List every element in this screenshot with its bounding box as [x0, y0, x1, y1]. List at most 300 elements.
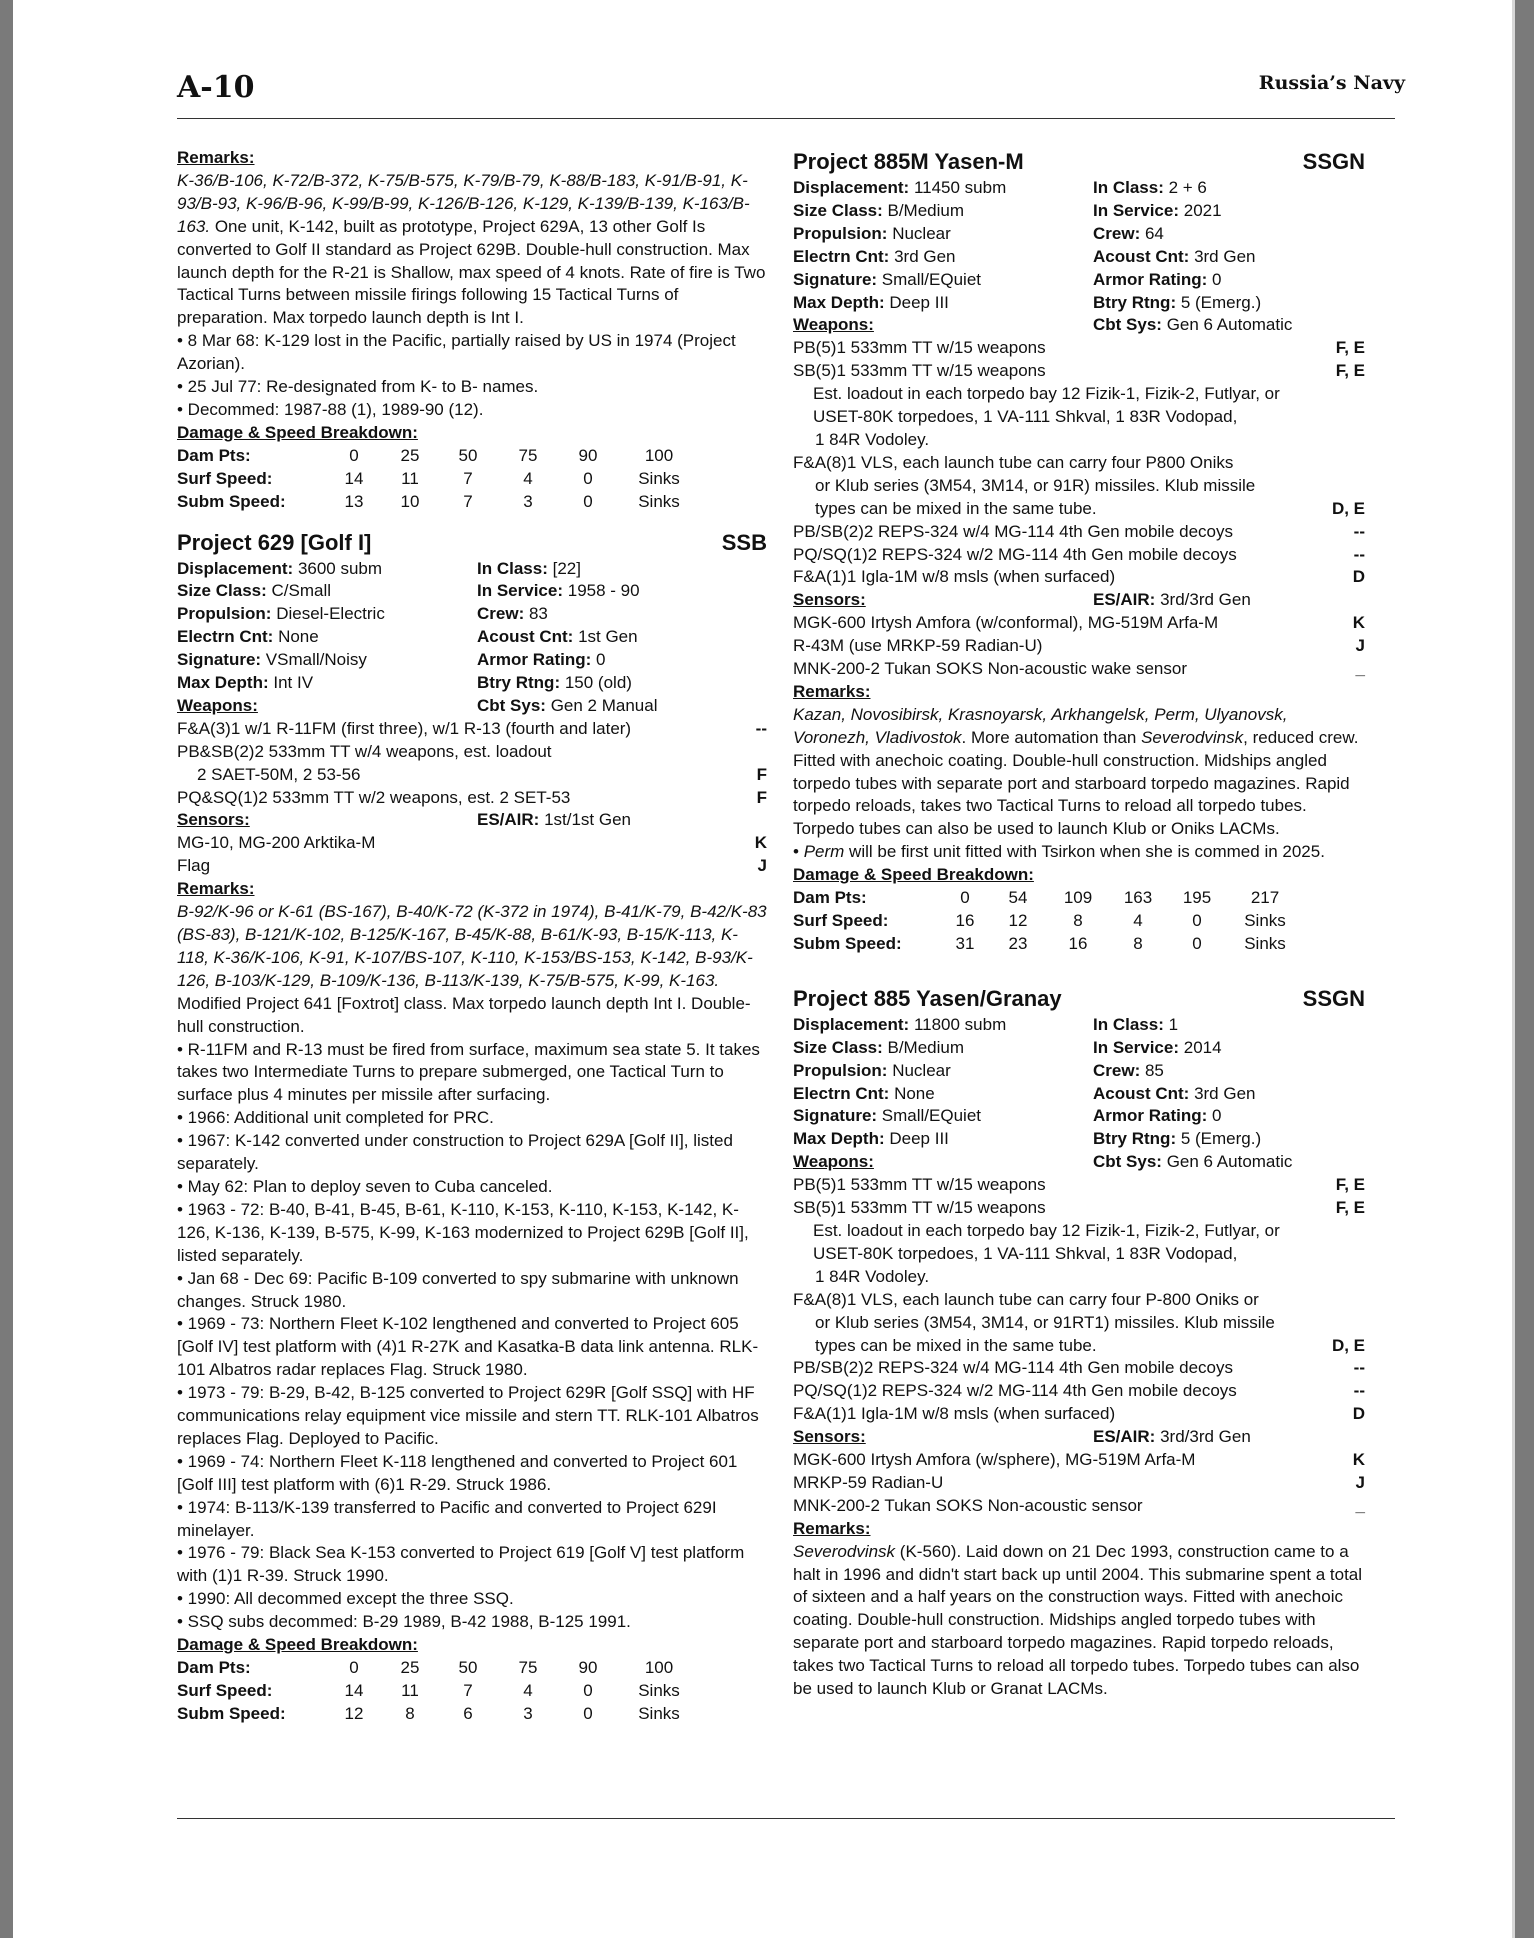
stat-row	[177, 626, 767, 649]
stat-value: 1st Gen	[578, 627, 638, 647]
stat-value: None	[278, 627, 319, 647]
weapon-text: SB(5)1 533mm TT w/15 weapons	[793, 1198, 1046, 1218]
damage-table	[177, 445, 767, 514]
sensor-text: Flag	[177, 856, 211, 876]
weapon-row	[793, 1380, 1365, 1403]
stat-value: 0	[1212, 269, 1222, 289]
weapons-list	[793, 1174, 1365, 1426]
damage-value: 75	[518, 445, 538, 465]
stat-label: Crew:	[1093, 1060, 1141, 1080]
damage-value: 90	[578, 1658, 598, 1677]
sensor-code: _	[1355, 659, 1365, 679]
stat-label: Signature:	[793, 1106, 878, 1126]
remarks-bullet: • 1969 - 74: Northern Fleet K-118 lengthened and converted to Project 601 [Golf III] test platform with (6)1 R-29. Struck 1986.	[177, 1451, 738, 1494]
weapon-row	[793, 337, 1365, 360]
weapon-text: PB(5)1 533mm TT w/15 weapons	[793, 338, 1046, 358]
document-page	[13, 0, 1515, 1938]
weapon-code	[1305, 1312, 1365, 1335]
damage-row-label: Dam Pts:	[793, 888, 867, 908]
class-title: Project 629 [Golf I] SSB	[177, 528, 767, 558]
stat-value: 11800 subm	[913, 1014, 1007, 1034]
stat-left	[177, 649, 477, 672]
weapon-code	[1305, 475, 1365, 498]
weapon-code: D, E	[1331, 498, 1365, 518]
weapon-row	[793, 1312, 1365, 1335]
stat-right	[1093, 1083, 1365, 1106]
weapon-row	[793, 1357, 1365, 1380]
stat-label: Size Class:	[177, 581, 267, 601]
weapon-row	[793, 1174, 1365, 1197]
remarks-bullet: • 1974: B-113/K-139 transferred to Pacific and converted to Project 629I minelayer.	[177, 1497, 717, 1540]
damage-row	[177, 1680, 767, 1703]
stats-block	[177, 558, 767, 695]
stat-value: 5 (Emerg.)	[1180, 292, 1262, 312]
sensor-text: R-43M (use MRKP-59 Radian-U)	[793, 636, 1043, 656]
sensor-code: K	[754, 833, 767, 853]
damage-value: 4	[1133, 911, 1143, 930]
sensor-code: K	[1352, 1450, 1365, 1470]
sensor-row	[177, 832, 767, 855]
stat-value: 64	[1144, 223, 1164, 243]
weapon-text: Est. loadout in each torpedo bay 12 Fizik-1, Fizik-2, Futlyar, or	[813, 384, 1280, 404]
sensor-code: _	[1355, 1495, 1365, 1515]
damage-value: 8	[405, 1703, 415, 1723]
stat-row	[177, 580, 767, 603]
stat-label: In Service:	[477, 581, 563, 601]
sensor-row	[177, 855, 767, 878]
stat-row	[793, 269, 1365, 292]
stat-left	[793, 223, 1093, 246]
stat-value: Diesel-Electric	[276, 604, 385, 624]
damage-value: 3	[523, 1703, 533, 1723]
stats-block	[793, 1014, 1365, 1151]
damage-value: 7	[463, 1680, 473, 1700]
damage-row	[793, 933, 1365, 956]
weapon-code: --	[1353, 1381, 1365, 1401]
damage-value: 109	[1063, 888, 1093, 908]
stat-right	[477, 649, 767, 672]
stat-value: 5 (Emerg.)	[1180, 1129, 1262, 1149]
damage-value: 0	[960, 888, 970, 908]
damage-value: 4	[523, 1680, 533, 1700]
damage-value: 6	[463, 1703, 473, 1723]
sensor-text: MNK-200-2 Tukan SOKS Non-acoustic wake sensor	[793, 659, 1188, 679]
stat-right	[477, 603, 767, 626]
stat-label: Signature:	[793, 269, 878, 289]
stat-value: 2014	[1183, 1037, 1222, 1057]
damage-value: Sinks	[638, 1703, 680, 1723]
stat-label: In Class:	[477, 558, 548, 578]
damage-row	[177, 468, 767, 491]
remarks-bullet: • 1976 - 79: Black Sea K-153 converted to Project 619 [Golf V] test platform with (1)1 R-39. Struck 1990.	[177, 1543, 745, 1586]
damage-value: 195	[1182, 888, 1212, 908]
stat-value: None	[894, 1083, 935, 1103]
weapons-header: Weapons: Cbt Sys: Gen 6 Automatic	[793, 1152, 1293, 1172]
stat-right	[1093, 200, 1365, 223]
damage-row	[793, 887, 1365, 910]
unit-list: K-36/B-106, K-72/B-372, K-75/B-575, K-79/B-79, K-88/B-183, K-91/B-91, K-93/B-93, K-96/B-96, K-99/B-99, K-126/B-126, K-129, K-139/B-139, K-163/B-163.	[177, 170, 750, 236]
damage-row-label: Dam Pts:	[177, 445, 251, 465]
stat-value: 3600 subm	[297, 558, 383, 578]
stat-left	[793, 200, 1093, 223]
damage-value: 100	[644, 445, 674, 465]
damage-value: 11	[401, 468, 419, 488]
stat-label: Electrn Cnt:	[793, 246, 890, 266]
weapon-code: F, E	[1335, 361, 1365, 381]
stat-label: In Class:	[1093, 178, 1164, 197]
weapon-code: F	[756, 764, 767, 784]
weapon-row	[793, 1266, 1365, 1289]
sensor-row	[793, 658, 1365, 681]
damage-heading: Damage & Speed Breakdown:	[177, 422, 418, 442]
weapon-text: PB&SB(2)2 533mm TT w/4 weapons, est. loadout	[177, 741, 552, 761]
weapon-code: F, E	[1335, 338, 1365, 358]
sensor-code: J	[1355, 1472, 1365, 1492]
weapon-row	[177, 764, 767, 787]
damage-table	[177, 1657, 767, 1726]
damage-value: 12	[1008, 911, 1028, 930]
remarks-bullet: • May 62: Plan to deploy seven to Cuba canceled.	[177, 1176, 553, 1196]
stat-value: B/Medium	[887, 200, 965, 220]
stat-label: Acoust Cnt:	[477, 627, 574, 647]
weapon-row	[793, 566, 1365, 589]
damage-row	[177, 1703, 767, 1726]
stat-value: Small/EQuiet	[881, 1106, 981, 1126]
stat-label: Crew:	[477, 604, 525, 624]
weapon-row	[177, 787, 767, 810]
stat-row	[793, 177, 1365, 200]
sensor-code: J	[757, 856, 767, 876]
stat-value: Nuclear	[892, 223, 951, 243]
stat-right	[477, 580, 767, 603]
weapon-code	[1305, 1220, 1365, 1243]
damage-value: 13	[344, 491, 364, 511]
stat-label: Armor Rating:	[1093, 1106, 1208, 1126]
sensor-row	[793, 1449, 1365, 1472]
damage-value: Sinks	[638, 1680, 680, 1700]
weapon-code: --	[755, 718, 767, 738]
stat-label: Size Class:	[793, 1037, 883, 1057]
weapons-header: Weapons: Cbt Sys: Gen 6 Automatic	[793, 315, 1293, 335]
stat-value: 1	[1168, 1014, 1179, 1034]
stat-value: Int IV	[273, 673, 314, 693]
stat-left	[793, 246, 1093, 269]
remarks-bullet: • 25 Jul 77: Re-designated from K- to B- names.	[177, 377, 539, 397]
weapon-text: F&A(8)1 VLS, each launch tube can carry four P800 Oniks	[793, 452, 1234, 472]
remarks-bullet: • 1973 - 79: B-29, B-42, B-125 converted to Project 629R [Golf SSQ] with HF communications relay equipment vice missile and stern TT. RLK-101 Albatros replaces Flag. Deployed to Pacific.	[177, 1383, 759, 1448]
weapon-text: SB(5)1 533mm TT w/15 weapons	[793, 361, 1046, 381]
weapons-list	[177, 718, 767, 810]
remarks-body: One unit, K-142, built as prototype, Project 629A, 13 other Golf Is converted to Golf II standard as Project 629B. Double-hull construction. Max launch depth for the R-21 is Shallow, max speed of 4 knots. Rate of fire is Two Tactical Turns between missile firings following 15 Tactical Turns of preparation. Max torpedo launch depth is Int I.	[177, 216, 766, 328]
damage-value: 12	[344, 1703, 364, 1723]
damage-row-label: Surf Speed:	[177, 1680, 273, 1700]
stat-row	[177, 603, 767, 626]
stat-label: Crew:	[1093, 223, 1141, 243]
damage-row-label: Surf Speed:	[177, 468, 273, 488]
weapon-text: 2 SAET-50M, 2 53-56	[197, 764, 361, 784]
weapon-code	[1305, 1243, 1365, 1266]
stat-left	[793, 177, 1093, 200]
damage-value: 0	[1192, 933, 1202, 953]
stat-right	[477, 626, 767, 649]
class-type: SSGN	[1302, 985, 1365, 1011]
sensors-header: Sensors: ES/AIR: 3rd/3rd Gen	[793, 590, 1251, 610]
weapon-code: F	[756, 787, 767, 807]
weapon-text: Est. loadout in each torpedo bay 12 Fizik-1, Fizik-2, Futlyar, or	[813, 1220, 1280, 1240]
stat-value: 11450 subm	[913, 178, 1007, 197]
damage-table	[793, 887, 1365, 956]
stat-value: Small/EQuiet	[881, 269, 981, 289]
stat-label: Electrn Cnt:	[177, 627, 274, 647]
damage-value: 31	[955, 933, 975, 953]
stat-value: 0	[1212, 1106, 1222, 1126]
damage-value: 14	[344, 468, 364, 488]
class-title: Project 885 Yasen/Granay SSGN	[793, 984, 1365, 1014]
running-title: Russia’s Navy	[1258, 72, 1405, 94]
weapon-text: or Klub series (3M54, 3M14, or 91R) missiles. Klub missile	[815, 475, 1256, 495]
remarks-heading: Remarks:	[177, 879, 255, 899]
weapon-row	[793, 1335, 1365, 1358]
stat-right	[1093, 1060, 1365, 1083]
damage-row	[793, 910, 1365, 933]
sensor-row	[793, 635, 1365, 658]
weapon-code: F, E	[1335, 1198, 1365, 1218]
footer-rule	[177, 1818, 1395, 1819]
stat-value: 85	[1144, 1060, 1164, 1080]
sensors-list	[177, 832, 767, 878]
stat-left	[177, 672, 477, 695]
stat-row	[793, 200, 1365, 223]
stat-label: Btry Rtng:	[477, 673, 561, 693]
class-type: SSGN	[1302, 149, 1365, 174]
damage-value: 8	[1073, 911, 1083, 930]
weapon-text: USET-80K torpedoes, 1 VA-111 Shkval, 1 83R Vodopad,	[813, 1243, 1238, 1263]
sensor-code: J	[1355, 636, 1365, 656]
stat-right	[1093, 246, 1365, 269]
weapon-code	[1305, 1266, 1365, 1289]
damage-row-label: Subm Speed:	[177, 1703, 286, 1723]
weapon-code: --	[1353, 544, 1365, 564]
stat-value: 2021	[1183, 200, 1222, 220]
page-edge	[1512, 0, 1515, 1938]
damage-row-label: Surf Speed:	[793, 911, 889, 930]
stat-value: C/Small	[271, 581, 332, 601]
damage-heading: Damage & Speed Breakdown:	[793, 865, 1034, 885]
stat-value: 150 (old)	[564, 673, 632, 693]
stat-right	[1093, 177, 1365, 200]
stat-row	[177, 558, 767, 581]
stat-left	[793, 1014, 1093, 1037]
sensor-text: MGK-600 Irtysh Amfora (w/conformal), MG-519M Arfa-M	[793, 613, 1219, 633]
weapon-text: USET-80K torpedoes, 1 VA-111 Shkval, 1 83R Vodopad,	[813, 407, 1238, 427]
sensor-text: MG-10, MG-200 Arktika-M	[177, 833, 376, 853]
stat-value: Nuclear	[892, 1060, 951, 1080]
weapon-row	[793, 406, 1365, 429]
remarks-bullet: • Decommed: 1987-88 (1), 1989-90 (12).	[177, 399, 484, 419]
stat-value: 3rd Gen	[1194, 1083, 1256, 1103]
weapon-text: 1 84R Vodoley.	[815, 1266, 930, 1286]
stat-value: B/Medium	[887, 1037, 965, 1057]
remarks-text: Severodvinsk (K-560). Laid down on 21 Dec 1993, construction came to a halt in 1996 and didn't start back up until 2004. This submarine spent a total of sixteen and a half years on the construction ways. Fitted with anechoic coating. Double-hull construction. Midships angled torpedo tubes with separate port and starboard torpedo magazines. Rapid torpedo reloads, takes two Tactical Turns to reload all torpedo tubes. Torpedo tubes can also be used to launch Klub or Granat LACMs.	[793, 1541, 1363, 1699]
sensor-code: K	[1352, 613, 1365, 633]
stat-label: Max Depth:	[793, 292, 885, 312]
stat-label: Acoust Cnt:	[1093, 1083, 1190, 1103]
stat-right	[477, 558, 767, 581]
damage-value: 0	[583, 491, 593, 511]
remarks-text: Kazan, Novosibirsk, Krasnoyarsk, Arkhangelsk, Perm, Ulyanovsk, Voronezh, Vladivostok. More automation than Severodvinsk, reduced crew. Fitted with anechoic coating. Double-hull construction. Midships angled torpedo tubes with separate port and starboard torpedo magazines. Rapid torpedo reloads, takes two Tactical Turns to reload all torpedo tubes. Torpedo tubes can also be used to launch Klub or Oniks LACMs.	[793, 704, 1359, 839]
stat-right	[1093, 269, 1365, 292]
sensors-header: Sensors: ES/AIR: 1st/1st Gen	[177, 810, 632, 830]
damage-value: 0	[583, 1703, 593, 1723]
remarks-bullet: • Perm will be first unit fitted with Tsirkon when she is commed in 2025.	[793, 842, 1325, 862]
damage-value: 0	[349, 445, 359, 465]
stat-right	[1093, 1105, 1365, 1128]
stat-label: Propulsion:	[793, 1060, 888, 1080]
stat-label: Displacement:	[177, 558, 294, 578]
damage-value: 217	[1250, 888, 1280, 908]
damage-value: 54	[1008, 888, 1028, 908]
weapon-row	[793, 544, 1365, 567]
stat-left	[793, 1037, 1093, 1060]
stat-row	[793, 1037, 1365, 1060]
stat-value: 2 + 6	[1168, 178, 1207, 197]
damage-value: 50	[458, 1658, 478, 1677]
damage-row	[177, 491, 767, 514]
stat-value: VSmall/Noisy	[265, 650, 367, 670]
weapon-row	[793, 1403, 1365, 1426]
weapons-list	[793, 337, 1365, 589]
weapon-code	[1305, 1289, 1365, 1312]
damage-row	[177, 1657, 767, 1680]
damage-value: 0	[583, 468, 593, 488]
stat-right	[1093, 1037, 1365, 1060]
damage-row-label: Subm Speed:	[177, 491, 286, 511]
damage-value: 0	[349, 1658, 359, 1677]
sensors-list	[793, 612, 1365, 681]
damage-value: Sinks	[638, 491, 680, 511]
stat-label: Signature:	[177, 650, 262, 670]
weapon-row	[177, 741, 767, 764]
damage-value: 90	[578, 445, 598, 465]
sensor-text: MRKP-59 Radian-U	[793, 1472, 944, 1492]
sensor-row	[793, 612, 1365, 635]
right-column	[793, 147, 1365, 1701]
damage-value: 0	[583, 1680, 593, 1700]
stat-value: 1958 - 90	[567, 581, 640, 601]
stat-row	[177, 672, 767, 695]
stat-left	[793, 1060, 1093, 1083]
remarks-bullet: • 8 Mar 68: K-129 lost in the Pacific, partially raised by US in 1974 (Project Azorian).	[177, 331, 736, 374]
remarks-bullet: • SSQ subs decommed: B-29 1989, B-42 1988, B-125 1991.	[177, 1612, 631, 1632]
damage-value: 25	[400, 445, 420, 465]
damage-value: 16	[1068, 933, 1088, 953]
stat-row	[177, 649, 767, 672]
weapon-code	[1305, 383, 1365, 406]
damage-value: Sinks	[1244, 933, 1286, 953]
weapon-text: F&A(3)1 w/1 R-11FM (first three), w/1 R-13 (fourth and later)	[177, 718, 632, 738]
sensor-row	[793, 1472, 1365, 1495]
weapon-row	[793, 360, 1365, 383]
stat-row	[793, 223, 1365, 246]
weapon-code: --	[1353, 1358, 1365, 1378]
class-type: SSB	[721, 529, 767, 555]
remarks-bullet: • Jan 68 - Dec 69: Pacific B-109 converted to spy submarine with unknown changes. Struck 1980.	[177, 1268, 739, 1311]
stat-row	[793, 1128, 1365, 1151]
damage-row-label: Dam Pts:	[177, 1658, 251, 1677]
damage-value: Sinks	[1244, 911, 1286, 930]
remarks-heading: Remarks:	[177, 148, 255, 167]
stat-value: 3rd Gen	[894, 246, 956, 266]
remarks-bullets	[177, 330, 767, 422]
damage-value: 16	[955, 911, 975, 930]
weapon-row	[793, 1197, 1365, 1220]
stat-label: Propulsion:	[793, 223, 888, 243]
header-rule	[177, 118, 1395, 119]
weapon-text: PQ&SQ(1)2 533mm TT w/2 weapons, est. 2 SET-53	[177, 787, 571, 807]
stat-value: 3rd Gen	[1194, 246, 1256, 266]
weapon-code	[1305, 429, 1365, 452]
stat-value: [22]	[552, 558, 581, 578]
damage-value: 14	[344, 1680, 364, 1700]
stat-row	[793, 1014, 1365, 1037]
remarks-bullet: • R-11FM and R-13 must be fired from surface, maximum sea state 5. It takes takes two Intermediate Turns to prepare submerged, one Tactical Turn to surface plus 4 minutes per missile after surfacing.	[177, 1039, 760, 1105]
remarks-heading: Remarks:	[793, 681, 871, 701]
stat-label: Max Depth:	[177, 673, 269, 693]
weapon-code: D, E	[1331, 1335, 1365, 1355]
weapon-row	[793, 521, 1365, 544]
stat-row	[793, 1105, 1365, 1128]
weapon-row	[793, 1289, 1365, 1312]
damage-value: 50	[458, 445, 478, 465]
class-title: Project 885M Yasen-M SSGN	[793, 147, 1365, 177]
sensor-row	[793, 1495, 1365, 1518]
stat-left	[177, 580, 477, 603]
damage-value: 7	[463, 491, 473, 511]
weapon-text: types can be mixed in the same tube.	[815, 498, 1097, 518]
damage-value: 3	[523, 491, 533, 511]
stat-value: 83	[528, 604, 548, 624]
stat-label: Propulsion:	[177, 604, 272, 624]
weapon-row	[793, 429, 1365, 452]
stat-label: Electrn Cnt:	[793, 1083, 890, 1103]
weapon-row	[177, 718, 767, 741]
stat-label: Max Depth:	[793, 1129, 885, 1149]
stat-right	[1093, 1128, 1365, 1151]
damage-value: 25	[400, 1658, 420, 1677]
stat-label: In Service:	[1093, 1037, 1179, 1057]
damage-value: 100	[644, 1658, 674, 1677]
remarks-bullet: • 1969 - 73: Northern Fleet K-102 lengthened and converted to Project 605 [Golf IV] test platform with (4)1 R-27K and Kasatka-B data link antenna. RLK-101 Albatros radar replaces Flag. Struck 1980.	[177, 1314, 759, 1380]
left-column	[177, 147, 767, 1726]
stat-left	[793, 292, 1093, 315]
weapon-text: F&A(1)1 Igla-1M w/8 msls (when surfaced)	[793, 1404, 1116, 1424]
weapon-row	[793, 498, 1365, 521]
damage-row	[177, 445, 767, 468]
weapon-code	[727, 741, 767, 764]
damage-value: Sinks	[638, 468, 680, 488]
damage-value: 10	[400, 491, 420, 511]
damage-value: 4	[523, 468, 533, 488]
damage-heading: Damage & Speed Breakdown:	[177, 1635, 418, 1655]
stat-label: In Class:	[1093, 1014, 1164, 1034]
weapon-row	[793, 475, 1365, 498]
weapon-text: or Klub series (3M54, 3M14, or 91RT1) missiles. Klub missile	[815, 1312, 1275, 1332]
stat-left	[793, 1105, 1093, 1128]
sensor-text: MGK-600 Irtysh Amfora (w/sphere), MG-519M Arfa-M	[793, 1450, 1196, 1470]
stat-left	[793, 1083, 1093, 1106]
sensor-text: MNK-200-2 Tukan SOKS Non-acoustic sensor	[793, 1495, 1143, 1515]
weapon-text: 1 84R Vodoley.	[815, 429, 930, 449]
